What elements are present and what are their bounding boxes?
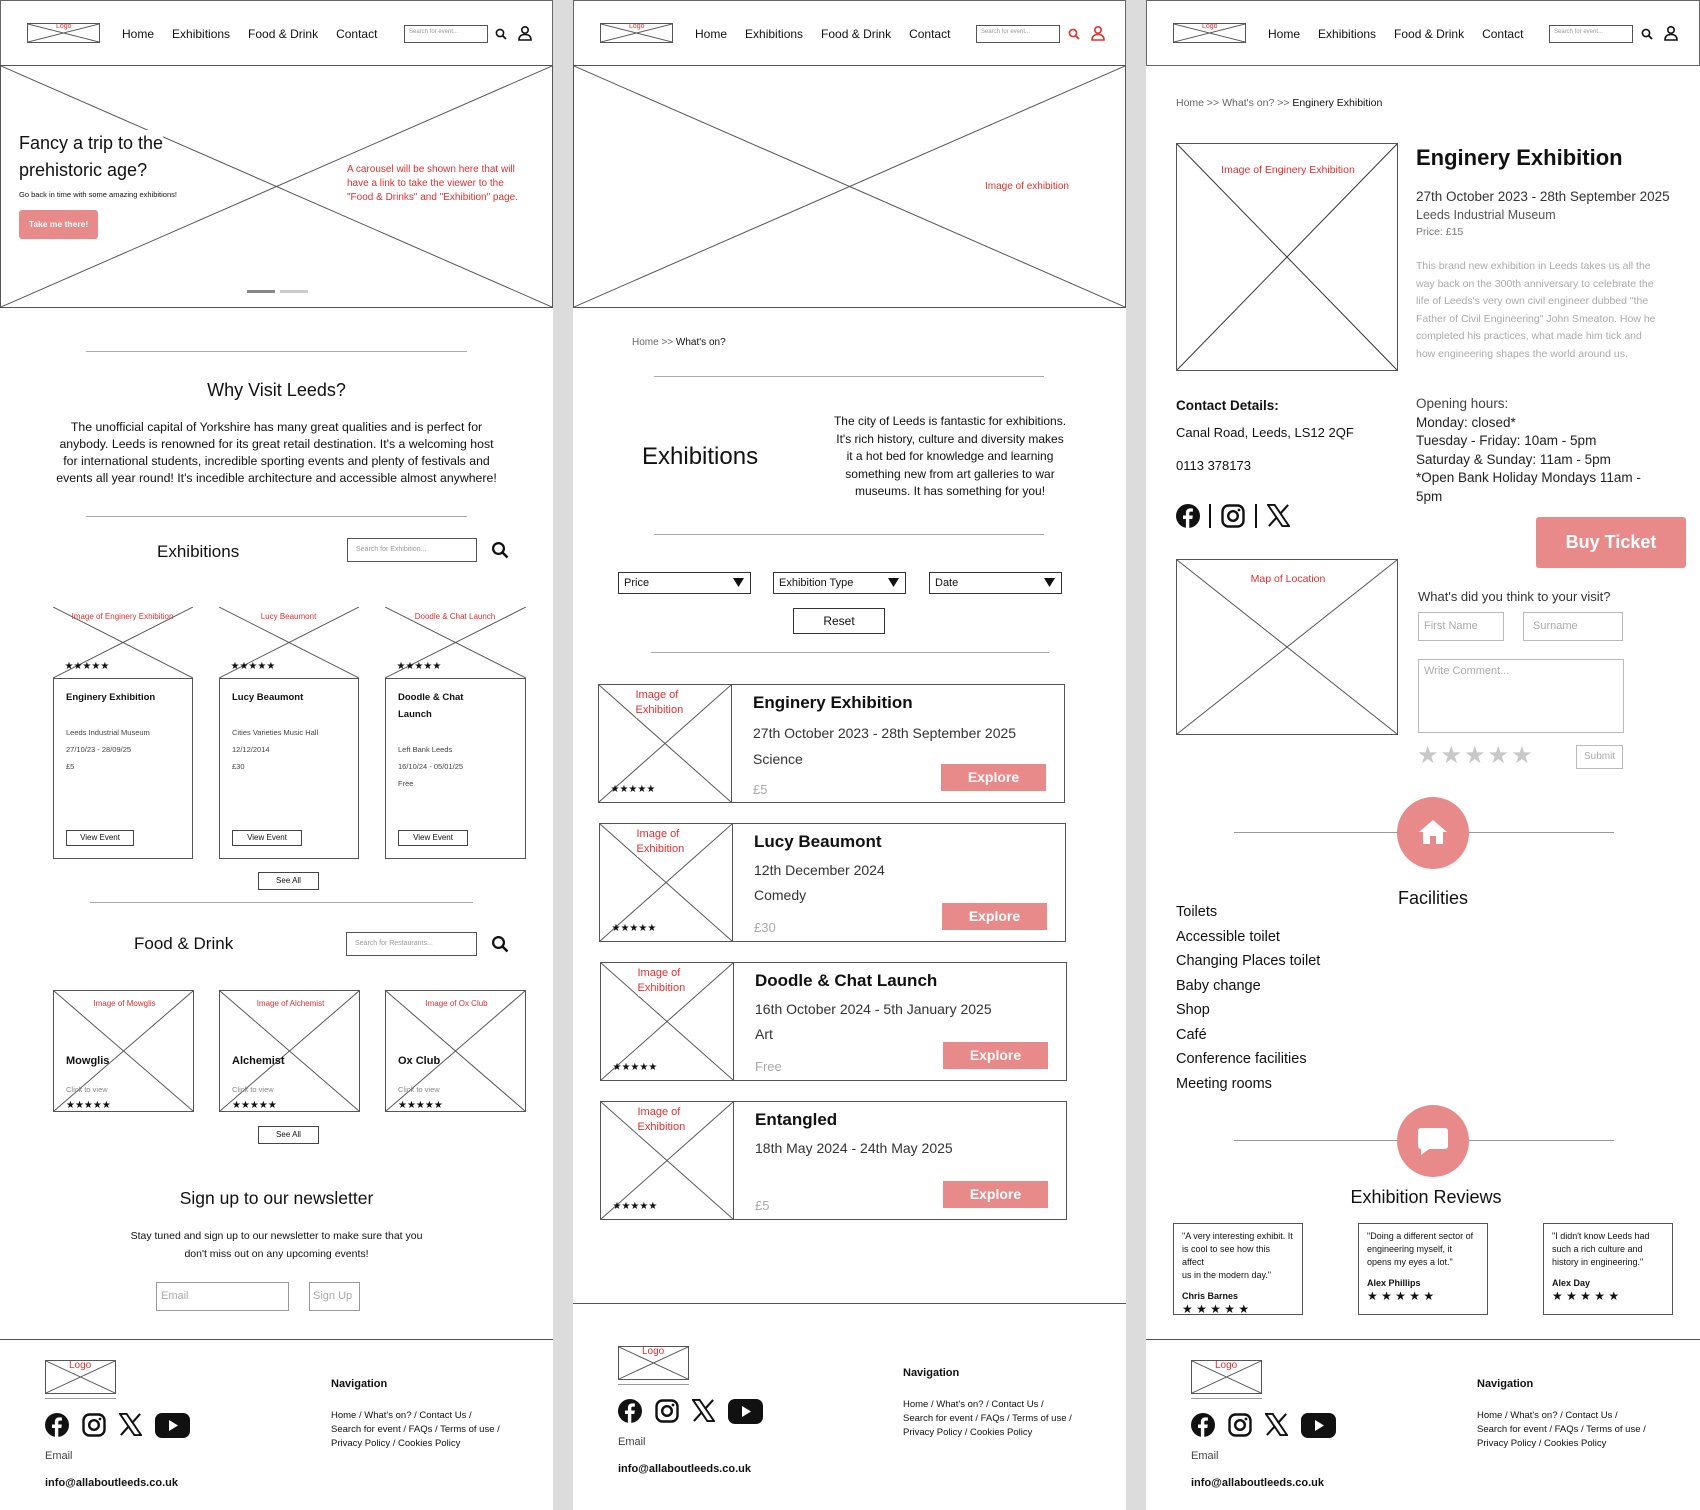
restaurant-card[interactable] [53,990,194,1112]
instagram-icon[interactable] [1228,1413,1252,1437]
youtube-icon[interactable] [155,1413,190,1438]
opening-hours-line: Monday: closed* [1416,414,1516,430]
event-date: 12th December 2024 [754,862,885,878]
instagram-icon[interactable] [655,1399,679,1423]
youtube-icon[interactable] [728,1399,763,1424]
review-stars: ★ ★ ★ ★ ★ [1182,1302,1250,1316]
newsletter-title: Sign up to our newsletter [179,1188,374,1208]
footer-link-row[interactable]: Search for event / FAQs / Terms of use / [903,1413,1072,1424]
event-title: Lucy Beaumont [754,832,882,851]
description-line: life of Leeds's very own civil engineer dubbed "the [1416,295,1649,307]
opening-hours [1416,395,1641,506]
exhibition-card[interactable] [219,607,359,859]
exhibition-venue: Leeds Industrial Museum [1416,208,1556,222]
footer-email-link[interactable]: info@allaboutleeds.co.uk [1191,1477,1324,1489]
nav-search-input[interactable]: Search for event... [1549,25,1633,43]
footer-links[interactable] [903,1398,1072,1440]
breadcrumb [1176,97,1382,109]
footer-link-row[interactable]: Home / What's on? / Contact Us / [1477,1410,1618,1421]
event-image-label: Exhibition [637,1120,686,1133]
contact-phone: 0113 378173 [1176,458,1251,473]
review-card [1543,1223,1673,1315]
card-title: Enginery Exhibition [66,692,156,703]
opening-hours-line: 5pm [1416,488,1443,504]
description-line: completed his practices, what made him tick and [1416,330,1642,342]
x-twitter-icon[interactable] [1265,1413,1288,1436]
search-icon[interactable] [495,28,507,40]
logo-text: Logo [629,23,645,30]
footer-logo-text: Logo [69,1360,92,1371]
event-image-label: Exhibition [636,842,685,855]
event-date: 27th October 2023 - 28th September 2025 [753,725,1017,741]
exhibition-price: Price: £15 [1416,226,1464,238]
exhibition-image-label: Image of Enginery Exhibition [1221,164,1355,176]
select-value: Price [624,577,650,589]
nav-food-drink[interactable]: Food & Drink [821,27,892,41]
card-price: Free [398,779,414,788]
exhibition-card-image [385,607,526,679]
breadcrumb [632,337,726,348]
x-twitter-icon[interactable] [692,1399,715,1422]
rating-input-stars[interactable]: ★★★★★ [1417,742,1535,769]
footer-nav-title: Navigation [331,1378,388,1390]
review-quote: such a rich culture and [1552,1244,1643,1254]
footer-link-row[interactable]: Privacy Policy / Cookies Policy [1477,1438,1607,1449]
footer-email-label: Email [618,1436,646,1448]
contact-details-title: Contact Details: [1176,398,1279,413]
logo-text: Logo [56,23,72,30]
newsletter-text [0,1227,553,1263]
facebook-icon[interactable] [1191,1413,1215,1437]
event-category: Science [753,751,803,767]
description-line: This brand new exhibition in Leeds takes us all the [1416,260,1651,272]
search-icon[interactable] [491,541,509,559]
instagram-icon[interactable] [1221,504,1245,528]
exhibition-card[interactable] [385,607,526,859]
exhibition-image [1176,143,1398,371]
user-icon[interactable] [1663,25,1679,41]
newsletter-line: don't miss out on any upcoming events! [184,1248,369,1260]
review-stars: ★ ★ ★ ★ ★ [1552,1289,1620,1303]
reviewer-name: Chris Barnes [1182,1291,1239,1301]
logo[interactable] [1173,23,1246,43]
card-date: 27/10/23 - 28/09/25 [66,745,132,754]
footer-logo[interactable] [618,1346,689,1380]
rating-stars: ★★★★★ [396,660,442,672]
nav-exhibitions[interactable]: Exhibitions [172,27,231,41]
top-nav [0,0,553,66]
card-title: Lucy Beaumont [232,692,304,703]
breadcrumb-current: What's on? [675,337,726,348]
card-price: £30 [232,762,245,771]
footer-email-label: Email [1191,1450,1219,1462]
select-value: Date [935,577,959,589]
review-quote: us in the modern day." [1182,1270,1272,1280]
exhibition-card[interactable] [53,607,193,859]
rating-stars: ★★★★★ [398,1100,443,1111]
newsletter-email-input[interactable]: Email [156,1282,289,1311]
comment-textarea[interactable]: Write Comment... [1418,659,1624,733]
footer [573,1303,1126,1510]
why-leeds-title: Why Visit Leeds? [207,380,346,400]
description-line: how engineering shapes the world around us. [1416,347,1628,360]
event-image-label: Exhibition [635,703,684,716]
hero-subtitle: Go back in time with some amazing exhibitions! [19,190,177,199]
facility-item: Baby change [1176,977,1261,994]
rating-stars: ★★★★★ [64,660,110,672]
restaurant-search-input[interactable]: Search for Restaurants... [346,932,477,956]
user-icon[interactable] [1090,25,1106,41]
review-quote: is cool to see how this affect [1182,1244,1271,1267]
event-image [600,1101,734,1220]
newsletter-line: Stay tuned and sign up to our newsletter to make sure that you [130,1230,423,1242]
restaurant-image-label: Image of Mowglis [93,999,156,1008]
event-price: £5 [755,1198,770,1213]
search-icon[interactable] [1068,28,1080,40]
card-price: £5 [66,762,75,771]
card-date: 12/12/2014 [232,745,270,754]
event-price: Free [755,1059,782,1074]
youtube-icon[interactable] [1301,1413,1336,1438]
facilities-title: Facilities [1397,888,1468,908]
food-drink-section-title: Food & Drink [134,934,234,953]
review-quote: engineering myself, it [1367,1244,1453,1254]
event-image-label: Image of [636,827,680,840]
footer-links[interactable] [1477,1409,1646,1451]
view-event-button[interactable]: View Event [66,830,134,846]
event-card[interactable] [600,1101,1067,1220]
facebook-icon[interactable] [618,1399,642,1423]
facility-item: Meeting rooms [1176,1075,1272,1092]
reviewer-name: Alex Phillips [1367,1278,1421,1288]
reset-filters-button[interactable]: Reset [793,608,885,634]
footer-email-link[interactable]: info@allaboutleeds.co.uk [45,1477,178,1489]
logo[interactable] [600,23,673,43]
divider [651,652,1049,653]
opening-hours-line: Saturday & Sunday: 11am - 5pm [1416,451,1611,467]
exhibition-description [1416,258,1656,363]
nav-search-input[interactable]: Search for event... [404,25,488,43]
explore-button[interactable]: Explore [941,764,1046,791]
intro-line: It's rich history, culture and diversity makes [836,431,1064,446]
x-twitter-icon[interactable] [119,1413,142,1436]
hero-note-2: have a link to take the viewer to the [347,177,504,192]
exhibition-search-input[interactable]: Search for Exhibition... [347,538,477,562]
home-icon [1419,819,1447,845]
footer-logo[interactable] [45,1360,116,1394]
divider [90,902,473,903]
exhibition-detail-page-panel [1146,0,1700,1510]
footer-nav-title: Navigation [1477,1378,1534,1390]
first-name-input[interactable]: First Name [1418,612,1504,641]
explore-button[interactable]: Explore [942,903,1047,930]
see-all-exhibitions-button[interactable]: See All [258,872,319,890]
whats-on-page-panel [573,0,1126,1510]
nav-exhibitions[interactable]: Exhibitions [1318,27,1377,41]
footer-link-row[interactable]: Search for event / FAQs / Terms of use / [331,1424,500,1435]
facebook-icon[interactable] [1176,504,1200,528]
card-title: Doodle & Chat [398,692,464,703]
divider [86,351,467,352]
facility-item: Shop [1176,1002,1210,1018]
event-image-label: Image of [635,688,679,701]
footer-link-row[interactable]: Home / What's on? / Contact Us / [331,1410,472,1421]
instagram-icon[interactable] [82,1413,106,1437]
click-to-view: Click to view [232,1085,274,1094]
nav-home[interactable]: Home [122,27,155,41]
breadcrumb-current: Enginery Exhibition [1292,97,1383,109]
hero-title-1: Fancy a trip to the [19,130,163,157]
footer-logo[interactable] [1191,1360,1262,1394]
why-line: anybody. Leeds is renowned for its great retail destination. It's a welcoming host [59,437,494,451]
logo[interactable] [27,23,100,43]
select-value: Exhibition Type [779,577,854,589]
divider [1191,1398,1262,1399]
nav-food-drink[interactable]: Food & Drink [248,27,319,41]
rating-stars: ★★★★★ [66,1100,111,1111]
see-all-food-button[interactable]: See All [258,1126,319,1144]
intro-line: museums. It has something for you! [854,484,1046,498]
intro-line: The city of Leeds is fantastic for exhibitions. [833,414,1067,428]
explore-button[interactable]: Explore [943,1042,1048,1069]
click-to-view: Click to view [66,1085,108,1094]
divider [654,376,1044,377]
review-quote: "I didn't know Leeds had [1552,1231,1650,1241]
event-image [599,823,733,942]
card-image-label: Lucy Beaumont [260,611,317,621]
carousel-dot-active[interactable] [247,290,275,293]
nav-home[interactable]: Home [695,27,728,41]
card-date: 16/10/24 - 05/01/25 [398,762,464,771]
event-image-label: Exhibition [637,981,686,994]
rating-stars: ★★★★★ [612,1200,658,1212]
location-map[interactable] [1176,559,1398,735]
description-line: way back on the 300th anniversary to celebrate the [1416,277,1654,290]
footer-link-row[interactable]: Privacy Policy / Cookies Policy [331,1438,461,1449]
explore-button[interactable]: Explore [943,1181,1048,1208]
rating-stars: ★★★★★ [232,1100,277,1111]
rating-stars: ★★★★★ [612,1061,658,1073]
submit-review-button[interactable]: Submit [1576,745,1623,769]
card-venue: Leeds Industrial Museum [66,728,150,737]
footer-links[interactable] [331,1409,500,1451]
rating-stars: ★★★★★ [611,922,657,934]
rating-stars: ★★★★★ [230,660,276,672]
buy-ticket-button[interactable]: Buy Ticket [1536,517,1686,568]
card-title: Launch [398,709,432,720]
why-line: for international students, incredible sporting events and plenty of festivals and [63,454,490,468]
why-leeds-text [0,419,553,487]
event-image [598,684,732,803]
nav-exhibitions[interactable]: Exhibitions [745,27,804,41]
opening-hours-line: Tuesday - Friday: 10am - 5pm [1416,433,1597,448]
review-quote: history in engineering." [1552,1257,1644,1267]
facebook-icon[interactable] [45,1413,69,1437]
facility-item: Accessible toilet [1176,928,1280,945]
hero-carousel[interactable] [0,65,553,308]
event-title: Enginery Exhibition [753,693,913,712]
nav-contact[interactable]: Contact [909,27,951,41]
user-icon[interactable] [517,25,533,41]
footer-logo-text: Logo [1215,1360,1238,1371]
nav-contact[interactable]: Contact [1482,27,1524,41]
card-venue: Left Bank Leeds [398,745,453,754]
nav-contact[interactable]: Contact [336,27,378,41]
footer-link-row[interactable]: Home / What's on? / Contact Us / [903,1399,1044,1410]
event-category: Art [755,1026,773,1042]
review-quote: "A very interesting exhibit. It [1182,1231,1293,1241]
separator [1209,504,1211,528]
event-title: Doodle & Chat Launch [755,971,938,990]
dropdown-arrow-icon [733,578,744,587]
view-event-button[interactable]: View Event [398,830,468,846]
restaurant-name: Mowglis [66,1055,110,1067]
exhibition-card-image [53,607,193,679]
hero-note-1: A carousel will be shown here that will [347,163,515,178]
nav-home[interactable]: Home [1268,27,1301,41]
price-filter-select[interactable] [618,572,751,594]
card-image-label: Doodle & Chat Launch [414,611,496,621]
reviews-title: Exhibition Reviews [1350,1187,1502,1207]
facilities-list [1176,900,1320,1096]
exhibitions-section-title: Exhibitions [157,542,240,561]
restaurant-name: Alchemist [232,1055,285,1067]
reviewer-name: Alex Day [1552,1278,1591,1288]
event-image [600,962,734,1081]
event-date: 16th October 2024 - 5th January 2025 [755,1001,992,1017]
event-image-label: Image of [637,1105,681,1118]
restaurant-name: Ox Club [398,1055,441,1067]
map-label: Map of Location [1250,573,1326,585]
footer-link-row[interactable]: Search for event / FAQs / Terms of use / [1477,1424,1646,1435]
event-card[interactable] [598,684,1065,803]
divider [618,1384,689,1385]
event-price: £30 [754,920,776,935]
card-image-label: Image of Enginery Exhibition [71,611,174,621]
footer-email-link[interactable]: info@allaboutleeds.co.uk [618,1463,751,1475]
nav-search-input[interactable]: Search for event... [976,25,1060,43]
intro-text [791,413,1109,501]
divider [86,516,467,517]
restaurant-image-label: Image of Ox Club [425,999,488,1008]
event-price: £5 [753,782,768,797]
exhibition-hero-image [573,65,1126,308]
card-venue: Cities Varieties Music Hall [232,728,319,737]
why-line: events all year round! It's incedible architecture and accessible almost anywhere! [56,471,497,485]
facilities-badge [1397,797,1469,869]
feedback-question: What's did you think to your visit? [1418,589,1611,604]
logo-text: Logo [1202,23,1218,30]
divider [654,534,1044,535]
home-page-panel [0,0,553,1510]
x-twitter-icon[interactable] [1267,504,1290,527]
why-line: The unofficial capital of Yorkshire has many great qualities and is perfect for [70,420,483,434]
sign-up-button[interactable]: Sign Up [309,1282,360,1311]
rating-stars: ★★★★★ [610,783,656,795]
event-date: 18th May 2024 - 24th May 2025 [755,1140,953,1156]
restaurant-image-label: Image of Alchemist [256,999,325,1008]
exhibition-card-image [219,607,359,679]
footer-logo-text: Logo [642,1346,665,1357]
page-title: Exhibitions [642,443,759,470]
facility-item: Café [1176,1026,1207,1043]
intro-line: something new from art galleries to war [845,466,1055,481]
take-me-there-button[interactable]: Take me there! [19,210,98,239]
event-title: Entangled [755,1110,838,1129]
restaurant-card[interactable] [219,990,360,1112]
intro-line: it a hot bed for knowledge and learning [846,449,1054,463]
footer-link-row[interactable]: Privacy Policy / Cookies Policy [903,1427,1033,1438]
divider [45,1398,116,1399]
event-card[interactable] [599,823,1066,942]
description-line: Father of Civil Engineering" John Smeaton. How he [1416,312,1656,325]
search-icon[interactable] [491,935,509,953]
review-stars: ★ ★ ★ ★ ★ [1367,1289,1435,1303]
footer-email-label: Email [45,1450,73,1462]
breadcrumb-parent[interactable]: Home >> What's on? >> [1176,97,1293,109]
facility-item: Changing Places toilet [1176,953,1321,969]
separator [1255,504,1257,528]
opening-hours-title: Opening hours: [1416,396,1509,411]
exhibition-type-filter-select[interactable] [773,572,906,594]
reviews-badge [1397,1105,1469,1177]
contact-address: Canal Road, Leeds, LS12 2QF [1176,425,1354,440]
breadcrumb-home[interactable]: Home >> [632,337,676,348]
event-card[interactable] [600,962,1067,1081]
search-icon[interactable] [1641,28,1653,40]
dropdown-arrow-icon [888,578,899,587]
date-filter-select[interactable] [929,572,1062,594]
facility-item: Toilets [1176,904,1218,920]
chat-bubble-icon [1417,1126,1449,1156]
event-image-label: Image of [637,966,681,979]
surname-input[interactable]: Surname [1523,612,1623,641]
facility-item: Conference facilities [1176,1051,1307,1067]
review-card [1173,1223,1303,1315]
hero-image-label: Image of exhibition [985,181,1069,192]
dropdown-arrow-icon [1044,578,1055,587]
click-to-view: Click to view [398,1085,440,1094]
event-category: Comedy [754,887,807,903]
top-nav [1146,0,1700,66]
hero-title-2: prehistoric age? [19,157,147,184]
hero-note-3: "Food & Drinks" and "Exhibition" page. [347,191,518,206]
review-quote: opens my eyes a lot." [1367,1257,1453,1267]
footer [0,1339,553,1510]
footer-nav-title: Navigation [903,1367,960,1379]
opening-hours-line: *Open Bank Holiday Mondays 11am - [1416,470,1641,485]
exhibition-title: Enginery Exhibition [1416,145,1623,170]
review-quote: "Doing a different sector of [1367,1231,1474,1241]
top-nav [573,0,1126,66]
restaurant-card[interactable] [385,990,526,1112]
exhibition-dates: 27th October 2023 - 28th September 2025 [1416,189,1670,204]
nav-food-drink[interactable]: Food & Drink [1394,27,1465,41]
view-event-button[interactable]: View Event [232,830,302,846]
review-card [1358,1223,1488,1315]
footer [1146,1339,1700,1510]
carousel-dot[interactable] [280,290,308,293]
